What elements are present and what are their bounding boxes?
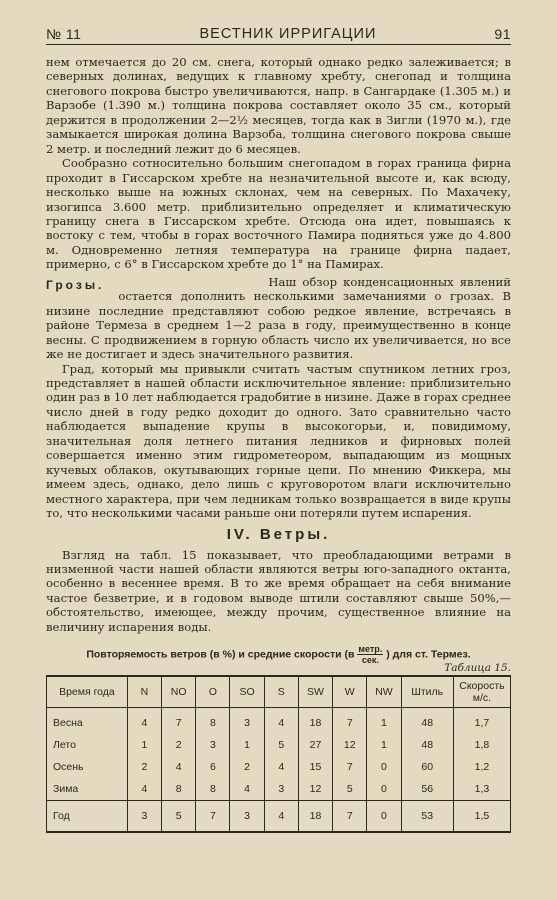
value-cell: 1	[367, 708, 401, 735]
value-cell: 4	[230, 778, 264, 801]
column-header: S	[264, 676, 298, 708]
value-cell: 4	[264, 708, 298, 735]
value-cell: 0	[367, 801, 401, 833]
value-cell: 1,7	[453, 708, 510, 735]
thunderstorm-block	[46, 275, 511, 362]
value-cell: 3	[196, 734, 230, 756]
value-cell: 3	[230, 708, 264, 735]
value-cell: 1,8	[453, 734, 510, 756]
value-cell: 3	[127, 801, 161, 833]
season-cell: Лето	[47, 734, 128, 756]
value-cell: 7	[162, 708, 196, 735]
value-cell: 4	[127, 708, 161, 735]
table-row	[47, 708, 511, 735]
season-cell: Зима	[47, 778, 128, 801]
value-cell: 5	[162, 801, 196, 833]
value-cell: 53	[401, 801, 453, 833]
value-cell: 56	[401, 778, 453, 801]
page-header	[46, 26, 511, 45]
value-cell: 12	[298, 778, 332, 801]
paragraph-hail: Град, который мы привыкли считать частым спутником летних гроз, представляет в нашей области исключительное явление: приблизительно один раз в 10 лет наблюдается градобитие в низине. Даже в горах среднее число дней в году редко доходит до одного. Зато сравнительно часто наблюдается выпадение крупы в высокогорьи, и, повидимому, значительная доля летнего питания ледников и фирновых полей совершается именно этим гидрометеором, выпадающим из мощных кучевых облаков, окутывающих горные цепи. По мнению Фиккера, мы имеем здесь, однако, дело лишь с круговоротом влаги исключительно местного характера, при чем ледникам только возвращается в виде крупы то, что несколькими часами раньше они потеряли путем испарения.	[46, 361, 511, 521]
value-cell: 60	[401, 756, 453, 778]
page-number: 91	[494, 26, 511, 42]
value-cell: 2	[127, 756, 161, 778]
column-header: Время года	[47, 676, 128, 708]
table-year-rows	[47, 801, 511, 833]
value-cell: 4	[127, 778, 161, 801]
value-cell: 48	[401, 734, 453, 756]
value-cell: 5	[264, 734, 298, 756]
value-cell: 0	[367, 756, 401, 778]
column-header: SW	[298, 676, 332, 708]
value-cell: 3	[264, 778, 298, 801]
value-cell: 7	[333, 756, 367, 778]
column-header: Штиль	[401, 676, 453, 708]
paragraph-snow-cover: нем отмечается до 20 см. снега, который однако редко залеживается; в северных долинах, ведущих к главному хребту, снегопад и толщина снегового покрова быстро увеличиваются, напр. в Сангардаке (1.305 м.) и Варзобе (1.390 м.) толщина покрова составляет около 35 см., который держится в продолжении 2—2½ месяцев, тогда как в Зигли (1970 м.), где замыкается широкая долина Варзоба, толщина снегового покрова свыше 2 метр. и последний лежит до 6 месяцев.	[46, 55, 511, 156]
value-cell: 7	[196, 801, 230, 833]
issue-number: № 11	[46, 26, 82, 42]
table-header-row	[47, 676, 511, 708]
season-cell: Весна	[47, 708, 128, 735]
column-header: NW	[367, 676, 401, 708]
column-header: O	[196, 676, 230, 708]
value-cell: 1	[367, 734, 401, 756]
value-cell: 18	[298, 708, 332, 735]
season-cell: Год	[47, 801, 128, 833]
value-cell: 4	[162, 756, 196, 778]
column-header: Скорость м/с.	[453, 676, 510, 708]
table-row	[47, 756, 511, 778]
value-cell: 2	[162, 734, 196, 756]
value-cell: 8	[196, 708, 230, 735]
paragraph-thunderstorms: Наш обзор конденсационных явлений остается дополнить несколькими замечаниями о грозах. В низине последние представляют собою редкое явление, встречаясь в районе Термеза в среднем 1—2 раза в году, преимущественно в конце весны. С продвижением в горную область число их увеличивается, но все же не достигает и здесь значительного развития.	[46, 274, 511, 362]
column-header: SO	[230, 676, 264, 708]
column-header: N	[127, 676, 161, 708]
unit-fraction	[357, 644, 383, 665]
table-caption	[46, 644, 511, 665]
season-cell: Осень	[47, 756, 128, 778]
journal-title: ВЕСТНИК ИРРИГАЦИИ	[199, 26, 377, 42]
value-cell: 18	[298, 801, 332, 833]
table-row-year	[47, 801, 511, 833]
value-cell: 1	[127, 734, 161, 756]
value-cell: 5	[333, 778, 367, 801]
value-cell: 0	[367, 778, 401, 801]
table-row	[47, 734, 511, 756]
caption-prefix: Повторяемость ветров (в %) и средние скорости (в	[86, 648, 355, 661]
value-cell: 8	[196, 778, 230, 801]
value-cell: 7	[333, 708, 367, 735]
unit-denominator: сек.	[361, 655, 379, 666]
value-cell: 1,3	[453, 778, 510, 801]
value-cell: 1	[230, 734, 264, 756]
value-cell: 27	[298, 734, 332, 756]
value-cell: 12	[333, 734, 367, 756]
value-cell: 6	[196, 756, 230, 778]
unit-numerator: метр.	[358, 644, 383, 655]
value-cell: 3	[230, 801, 264, 833]
section-heading-winds: IV. Ветры.	[226, 525, 331, 543]
value-cell: 48	[401, 708, 453, 735]
paragraph-winds: Взгляд на табл. 15 показывает, что преобладающими ветрами в низменной части нашей области являются ветры юго-западного октанта, особенно в весеннее время. В то же время обращает на себя внимание частое безветрие, и в годовом выводе штили составляют свыше 50%,— обстоятельство, имеющее, между прочим, существенное влияние на величину испарения воды.	[46, 547, 511, 634]
column-header: NO	[162, 676, 196, 708]
value-cell: 4	[264, 801, 298, 833]
table-row	[47, 778, 511, 801]
value-cell: 1,2	[453, 756, 510, 778]
value-cell: 8	[162, 778, 196, 801]
value-cell: 15	[298, 756, 332, 778]
table-season-rows	[47, 708, 511, 801]
value-cell: 1,5	[453, 801, 510, 833]
wind-table	[46, 675, 511, 833]
paragraph-firn-boundary: Сообразно сотносительно большим снегопадом в горах граница фирна проходит в Гиссарском хребте на незначительной высоте и, как всюду, несколько выше на южных склонах, чем на северных. По Махачеку, изогипса 3.600 метр. приблизительно определяет и климатическую границу снега в Гиссарском хребте. Отсюда она идет, повышаясь к востоку с тем, чтобы в горах восточного Памира подняться уже до 4.800 м. Одновременно летняя температура на границе фирна падает, примерно, с 6° в Гиссарском хребте до 1° на Памирах.	[46, 156, 511, 272]
value-cell: 4	[264, 756, 298, 778]
value-cell: 7	[333, 801, 367, 833]
thunderstorm-heading: Грозы.	[46, 277, 105, 292]
table-number: Таблица 15.	[444, 662, 511, 675]
value-cell: 2	[230, 756, 264, 778]
caption-suffix: ) для ст. Термез.	[386, 648, 471, 661]
column-header: W	[333, 676, 367, 708]
